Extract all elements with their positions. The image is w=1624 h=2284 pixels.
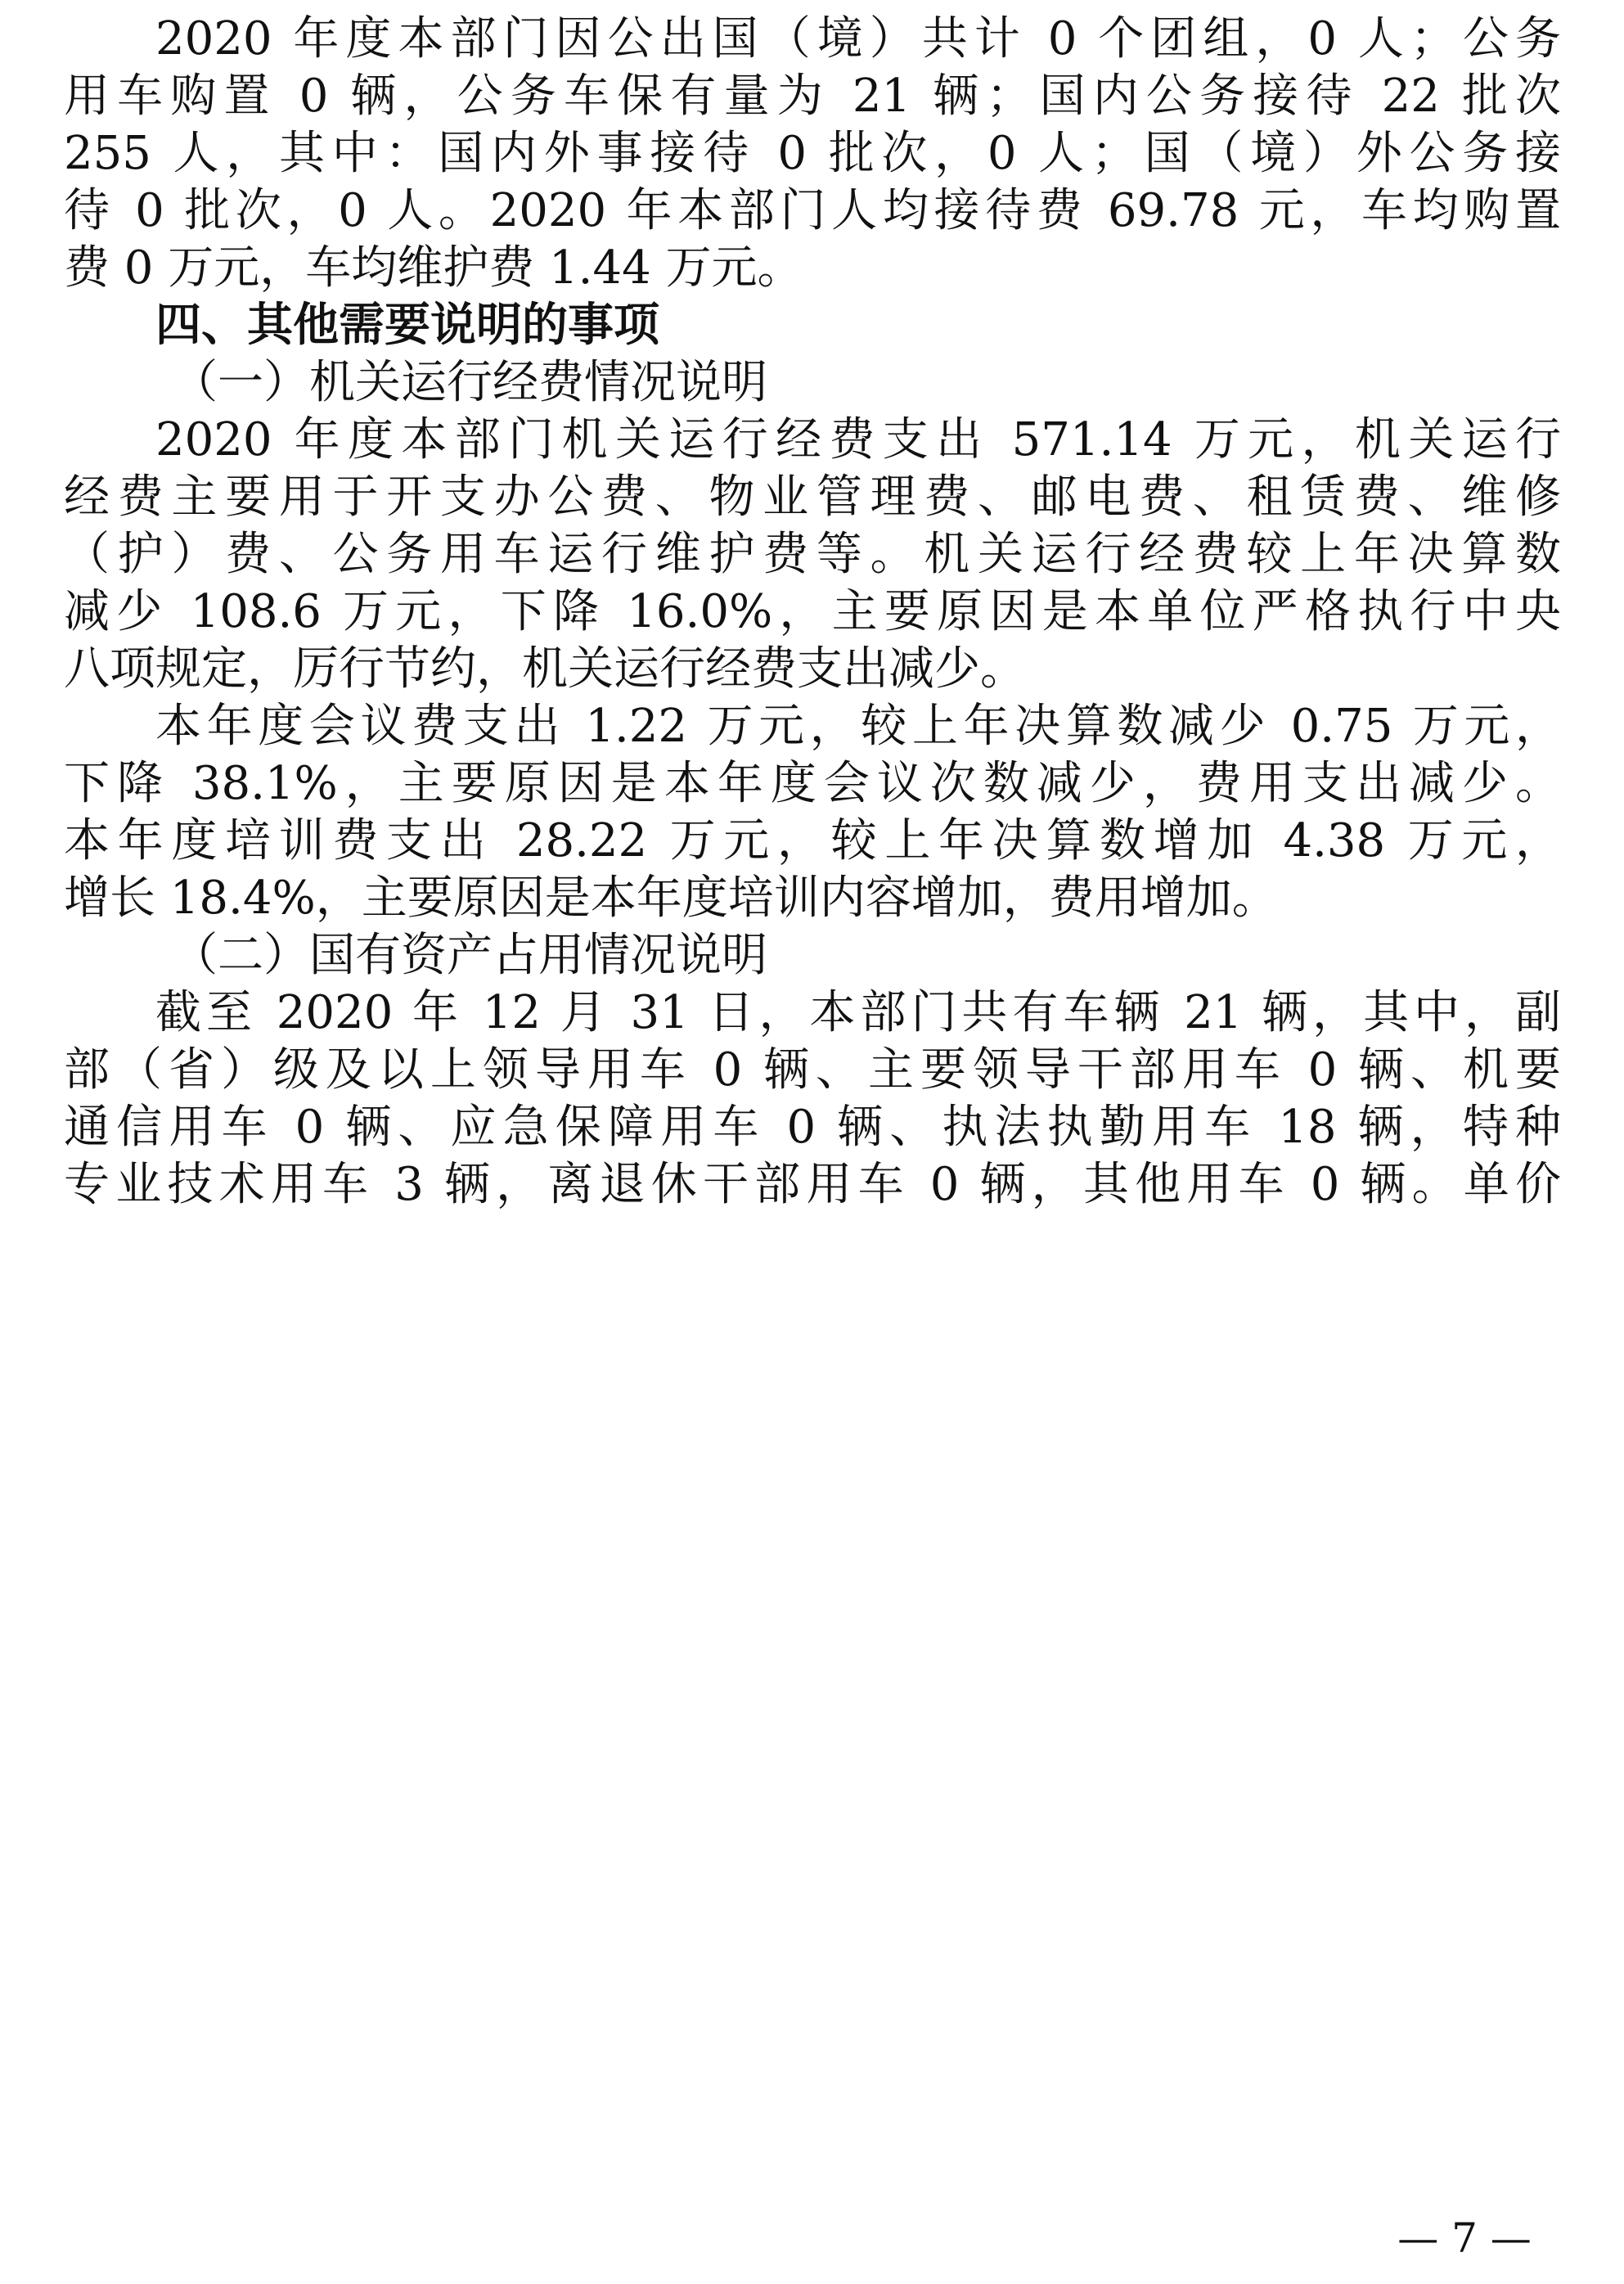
paragraph-2-line-2: 经费主要用于开支办公费、物业管理费、邮电费、租赁费、维修 xyxy=(64,471,1561,524)
paragraph-2-line-3: （护）费、公务用车运行维护费等。机关运行经费较上年决算数 xyxy=(64,528,1561,581)
paragraph-2-line-1: 2020 年度本部门机关运行经费支出 571.14 万元，机关运行 xyxy=(155,413,1561,466)
paragraph-3-line-2: 下降 38.1%，主要原因是本年度会议次数减少，费用支出减少。 xyxy=(64,757,1561,810)
paragraph-1-line-2: 用车购置 0 辆，公务车保有量为 21 辆；国内公务接待 22 批次 xyxy=(64,70,1561,123)
paragraph-1-line-1: 2020 年度本部门因公出国（境）共计 0 个团组，0 人；公务 xyxy=(155,12,1561,65)
paragraph-4-line-3: 通信用车 0 辆、应急保障用车 0 辆、执法执勤用车 18 辆，特种 xyxy=(64,1101,1561,1154)
paragraph-4-line-4: 专业技术用车 3 辆，离退休干部用车 0 辆，其他用车 0 辆。单价 xyxy=(64,1158,1561,1211)
paragraph-3-line-4: 增长 18.4%，主要原因是本年度培训内容增加，费用增加。 xyxy=(64,872,1278,925)
paragraph-1-line-3: 255 人，其中：国内外事接待 0 批次，0 人；国（境）外公务接 xyxy=(64,127,1561,180)
page-number: — 7 — xyxy=(1397,2214,1532,2262)
subheading-state-assets: （二）国有资产占用情况说明 xyxy=(172,929,767,982)
paragraph-1-line-5: 费 0 万元，车均维护费 1.44 万元。 xyxy=(64,241,803,295)
paragraph-2-line-4: 减少 108.6 万元，下降 16.0%，主要原因是本单位严格执行中央 xyxy=(64,585,1561,638)
paragraph-3-line-1: 本年度会议费支出 1.22 万元，较上年决算数减少 0.75 万元， xyxy=(155,700,1561,753)
paragraph-4-line-2: 部（省）级及以上领导用车 0 辆、主要领导干部用车 0 辆、机要 xyxy=(64,1043,1561,1097)
paragraph-1-line-4: 待 0 批次，0 人。2020 年本部门人均接待费 69.78 元，车均购置 xyxy=(64,184,1561,237)
subheading-operating-expenses: （一）机关运行经费情况说明 xyxy=(172,356,767,409)
section-heading-other-matters: 四、其他需要说明的事项 xyxy=(155,299,659,352)
paragraph-3-line-3: 本年度培训费支出 28.22 万元，较上年决算数增加 4.38 万元， xyxy=(64,814,1561,867)
paragraph-2-line-5: 八项规定，厉行节约，机关运行经费支出减少。 xyxy=(64,642,1026,696)
paragraph-4-line-1: 截至 2020 年 12 月 31 日，本部门共有车辆 21 辆，其中，副 xyxy=(155,986,1561,1039)
